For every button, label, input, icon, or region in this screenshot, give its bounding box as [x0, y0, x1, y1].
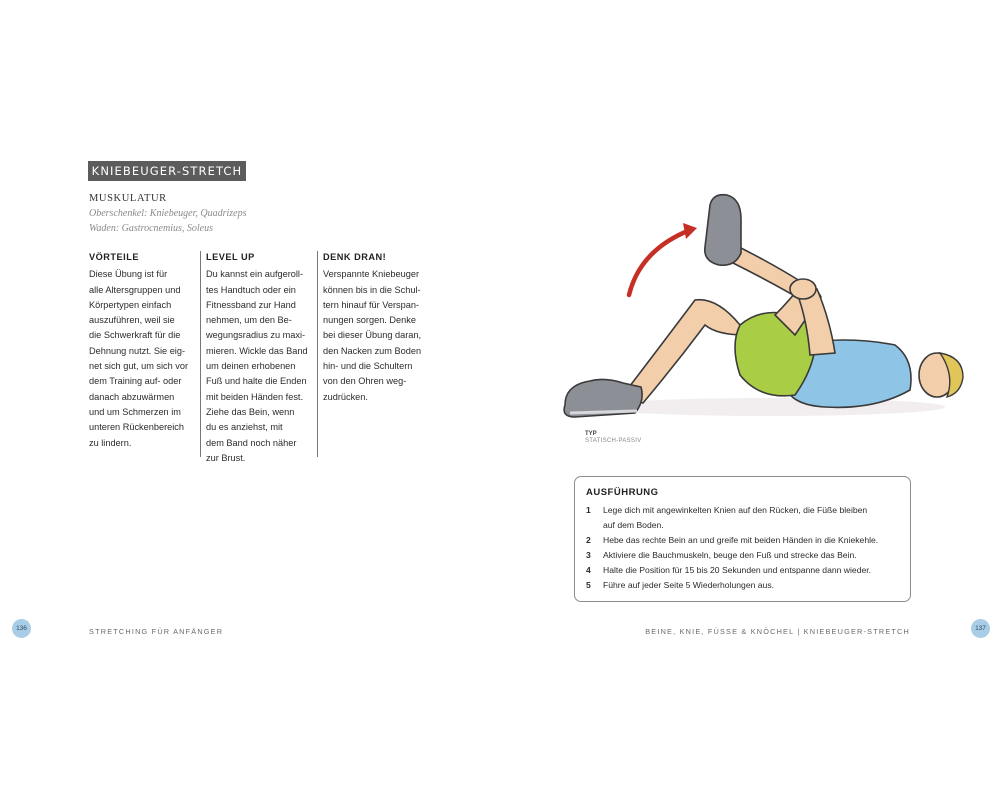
text-line: tern hinauf für Verspan-	[323, 299, 420, 310]
text-line: können bis in die Schul-	[323, 284, 421, 295]
footer-left: STRETCHING FÜR ANFÄNGER	[89, 627, 224, 636]
text-line: tes Handtuch oder ein	[206, 284, 296, 295]
text-line: danach abzuwärmen	[89, 391, 175, 402]
shoe-right	[705, 195, 741, 266]
muskulatur-line-calf: Waden: Gastrocnemius, Soleus	[89, 223, 213, 234]
text-line: alle Altersgruppen und	[89, 284, 181, 295]
text-line: net sich gut, um sich vor	[89, 361, 189, 372]
exercise-title: KNIEBEUGER-STRETCH	[88, 161, 246, 181]
text-line: unteren Rückenbereich	[89, 422, 184, 433]
text-line: von den Ohren weg-	[323, 376, 407, 387]
text-line: hin- und die Schultern	[323, 361, 413, 372]
column-text	[89, 267, 197, 451]
footer-right: BEINE, KNIE, FÜSSE & KNÖCHEL | KNIEBEUGER-STRETCH	[645, 627, 910, 636]
column-level-up	[206, 250, 314, 466]
step-number: 4	[586, 565, 591, 575]
column-text	[323, 267, 433, 405]
text-line: bei dieser Übung daran,	[323, 330, 422, 341]
column-divider	[200, 251, 201, 457]
instruction-step	[586, 563, 906, 578]
column-divider	[317, 251, 318, 457]
muskulatur-heading: MUSKULATUR	[89, 193, 167, 204]
step-number: 3	[586, 550, 591, 560]
text-line: mit beiden Händen fest.	[206, 391, 304, 402]
text-line: Diese Übung ist für	[89, 269, 168, 280]
text-line: um deinen erhobenen	[206, 361, 296, 372]
step-number: 1	[586, 505, 591, 515]
text-line: mieren. Wickle das Band	[206, 345, 308, 356]
text-line: du es anziehst, mit	[206, 422, 283, 433]
text-line: den Nacken zum Boden	[323, 345, 422, 356]
instructions-box	[574, 476, 911, 602]
caption-label: TYP	[585, 431, 597, 437]
instruction-step	[586, 578, 906, 593]
text-line: die Schwerkraft für die	[89, 330, 181, 341]
text-line: nungen sorgen. Denke	[323, 315, 416, 326]
page-number-right: 137	[971, 619, 990, 638]
caption-value: STATISCH-PASSIV	[585, 438, 642, 444]
text-line: dem Band noch näher	[206, 437, 297, 448]
column-heading: VÖRTEILE	[89, 252, 139, 262]
text-line: auszuführen, weil sie	[89, 315, 175, 326]
step-text: Hebe das rechte Bein an und greife mit beiden Händen in die Kniekehle.	[603, 535, 879, 545]
column-text	[206, 267, 314, 466]
column-vorteile	[89, 250, 197, 451]
arrow-head-icon	[683, 223, 697, 239]
step-number: 5	[586, 580, 591, 590]
text-line: zudrücken.	[323, 391, 368, 402]
text-line: Fitnessband zur Hand	[206, 299, 296, 310]
hands	[790, 279, 816, 299]
text-line: Dehnung nutzt. Sie eig-	[89, 345, 186, 356]
text-line: nehmen, um den Be-	[206, 315, 292, 326]
column-denk-dran	[323, 250, 433, 405]
step-text: Führe auf jeder Seite 5 Wiederholungen aus.	[603, 580, 775, 590]
text-line: wegungsradius zu maxi-	[206, 330, 306, 341]
text-line: Du kannst ein aufgeroll-	[206, 269, 304, 280]
arrow-icon	[629, 230, 690, 295]
column-heading: LEVEL UP	[206, 252, 255, 262]
column-heading: DENK DRAN!	[323, 252, 387, 262]
shoe-sole	[570, 411, 637, 413]
step-text: auf dem Boden.	[603, 520, 664, 530]
text-line: und um Schmerzen im	[89, 406, 181, 417]
step-text: Aktiviere die Bauchmuskeln, beuge den Fuß und strecke das Bein.	[603, 550, 857, 560]
text-line: dem Training auf- oder	[89, 376, 182, 387]
text-line: Ziehe das Bein, wenn	[206, 406, 295, 417]
floor-shadow	[595, 398, 945, 416]
text-line: Verspannte Kniebeuger	[323, 269, 420, 280]
instruction-step	[586, 548, 906, 563]
instructions-heading: AUSFÜHRUNG	[586, 487, 659, 498]
step-number: 2	[586, 535, 591, 545]
text-line: zu lindern.	[89, 437, 132, 448]
text-line: Fuß und halte die Enden	[206, 376, 307, 387]
instruction-step	[586, 533, 906, 548]
stretch-illustration	[545, 185, 965, 425]
page-number-left: 136	[12, 619, 31, 638]
step-text: Halte die Position für 15 bis 20 Sekunden und entspanne dann wieder.	[603, 565, 872, 575]
instruction-step	[586, 503, 906, 533]
step-text: Lege dich mit angewinkelten Knien auf den Rücken, die Füße bleiben	[603, 505, 868, 515]
text-line: zur Brust.	[206, 452, 246, 463]
illustration-caption	[585, 431, 642, 445]
text-line: Körpertypen einfach	[89, 299, 172, 310]
muskulatur-line-thigh: Oberschenkel: Kniebeuger, Quadrizeps	[89, 208, 247, 219]
